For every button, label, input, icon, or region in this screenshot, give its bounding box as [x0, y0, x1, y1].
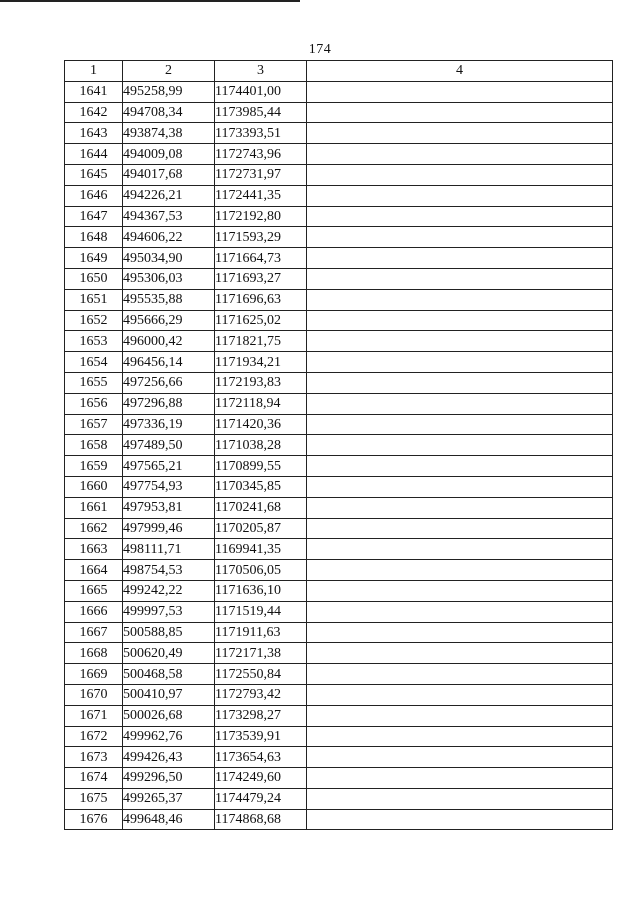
x-coordinate-cell: 498754,53 — [123, 560, 215, 581]
notes-cell — [307, 539, 613, 560]
x-coordinate-cell: 499265,37 — [123, 788, 215, 809]
notes-cell — [307, 144, 613, 165]
notes-cell — [307, 684, 613, 705]
point-number-cell: 1657 — [65, 414, 123, 435]
point-number-cell: 1642 — [65, 102, 123, 123]
point-number-cell: 1651 — [65, 289, 123, 310]
table-body — [65, 81, 613, 830]
notes-cell — [307, 643, 613, 664]
x-coordinate-cell: 499962,76 — [123, 726, 215, 747]
notes-cell — [307, 393, 613, 414]
table-row — [65, 144, 613, 165]
table-row — [65, 164, 613, 185]
point-number-cell: 1668 — [65, 643, 123, 664]
point-number-cell: 1670 — [65, 684, 123, 705]
point-number-cell: 1656 — [65, 393, 123, 414]
column-header-3: 3 — [215, 61, 307, 82]
table-row — [65, 601, 613, 622]
header-rule — [0, 0, 300, 2]
notes-cell — [307, 185, 613, 206]
y-coordinate-cell: 1173985,44 — [215, 102, 307, 123]
point-number-cell: 1663 — [65, 539, 123, 560]
x-coordinate-cell: 499648,46 — [123, 809, 215, 830]
column-header-2: 2 — [123, 61, 215, 82]
y-coordinate-cell: 1172793,42 — [215, 684, 307, 705]
point-number-cell: 1648 — [65, 227, 123, 248]
coordinates-table — [64, 60, 613, 830]
x-coordinate-cell: 499997,53 — [123, 601, 215, 622]
y-coordinate-cell: 1171911,63 — [215, 622, 307, 643]
column-header-1: 1 — [65, 61, 123, 82]
table-row — [65, 809, 613, 830]
table-row — [65, 705, 613, 726]
point-number-cell: 1643 — [65, 123, 123, 144]
x-coordinate-cell: 499242,22 — [123, 580, 215, 601]
point-number-cell: 1669 — [65, 664, 123, 685]
y-coordinate-cell: 1170899,55 — [215, 456, 307, 477]
x-coordinate-cell: 500410,97 — [123, 684, 215, 705]
x-coordinate-cell: 495258,99 — [123, 81, 215, 102]
x-coordinate-cell: 500468,58 — [123, 664, 215, 685]
table-row — [65, 414, 613, 435]
x-coordinate-cell: 494226,21 — [123, 185, 215, 206]
point-number-cell: 1671 — [65, 705, 123, 726]
y-coordinate-cell: 1172171,38 — [215, 643, 307, 664]
notes-cell — [307, 414, 613, 435]
table-row — [65, 352, 613, 373]
x-coordinate-cell: 498111,71 — [123, 539, 215, 560]
y-coordinate-cell: 1172743,96 — [215, 144, 307, 165]
point-number-cell: 1675 — [65, 788, 123, 809]
table-row — [65, 393, 613, 414]
notes-cell — [307, 580, 613, 601]
notes-cell — [307, 456, 613, 477]
y-coordinate-cell: 1172441,35 — [215, 185, 307, 206]
table-row — [65, 580, 613, 601]
y-coordinate-cell: 1170241,68 — [215, 497, 307, 518]
table-header-row — [65, 61, 613, 82]
point-number-cell: 1658 — [65, 435, 123, 456]
y-coordinate-cell: 1171593,29 — [215, 227, 307, 248]
y-coordinate-cell: 1169941,35 — [215, 539, 307, 560]
table-row — [65, 476, 613, 497]
y-coordinate-cell: 1172193,83 — [215, 372, 307, 393]
point-number-cell: 1667 — [65, 622, 123, 643]
table-row — [65, 684, 613, 705]
table-row — [65, 456, 613, 477]
x-coordinate-cell: 497256,66 — [123, 372, 215, 393]
y-coordinate-cell: 1171693,27 — [215, 268, 307, 289]
table-row — [65, 518, 613, 539]
y-coordinate-cell: 1171519,44 — [215, 601, 307, 622]
notes-cell — [307, 664, 613, 685]
table-row — [65, 102, 613, 123]
y-coordinate-cell: 1171038,28 — [215, 435, 307, 456]
x-coordinate-cell: 494367,53 — [123, 206, 215, 227]
point-number-cell: 1652 — [65, 310, 123, 331]
y-coordinate-cell: 1174479,24 — [215, 788, 307, 809]
y-coordinate-cell: 1172550,84 — [215, 664, 307, 685]
y-coordinate-cell: 1170506,05 — [215, 560, 307, 581]
y-coordinate-cell: 1171664,73 — [215, 248, 307, 269]
notes-cell — [307, 476, 613, 497]
x-coordinate-cell: 500026,68 — [123, 705, 215, 726]
x-coordinate-cell: 493874,38 — [123, 123, 215, 144]
notes-cell — [307, 518, 613, 539]
x-coordinate-cell: 497754,93 — [123, 476, 215, 497]
x-coordinate-cell: 494606,22 — [123, 227, 215, 248]
notes-cell — [307, 102, 613, 123]
x-coordinate-cell: 497565,21 — [123, 456, 215, 477]
notes-cell — [307, 788, 613, 809]
table-row — [65, 331, 613, 352]
table-row — [65, 81, 613, 102]
table-row — [65, 539, 613, 560]
x-coordinate-cell: 495034,90 — [123, 248, 215, 269]
x-coordinate-cell: 499426,43 — [123, 747, 215, 768]
table-row — [65, 560, 613, 581]
y-coordinate-cell: 1172118,94 — [215, 393, 307, 414]
notes-cell — [307, 123, 613, 144]
x-coordinate-cell: 497489,50 — [123, 435, 215, 456]
point-number-cell: 1649 — [65, 248, 123, 269]
x-coordinate-cell: 496000,42 — [123, 331, 215, 352]
y-coordinate-cell: 1173393,51 — [215, 123, 307, 144]
notes-cell — [307, 560, 613, 581]
y-coordinate-cell: 1171934,21 — [215, 352, 307, 373]
notes-cell — [307, 601, 613, 622]
notes-cell — [307, 331, 613, 352]
point-number-cell: 1660 — [65, 476, 123, 497]
table-row — [65, 123, 613, 144]
notes-cell — [307, 310, 613, 331]
table-row — [65, 206, 613, 227]
x-coordinate-cell: 500620,49 — [123, 643, 215, 664]
y-coordinate-cell: 1171821,75 — [215, 331, 307, 352]
point-number-cell: 1641 — [65, 81, 123, 102]
notes-cell — [307, 352, 613, 373]
point-number-cell: 1666 — [65, 601, 123, 622]
notes-cell — [307, 726, 613, 747]
page-number: 174 — [308, 42, 332, 57]
notes-cell — [307, 497, 613, 518]
y-coordinate-cell: 1172192,80 — [215, 206, 307, 227]
point-number-cell: 1659 — [65, 456, 123, 477]
point-number-cell: 1646 — [65, 185, 123, 206]
x-coordinate-cell: 494009,08 — [123, 144, 215, 165]
table-row — [65, 664, 613, 685]
y-coordinate-cell: 1171625,02 — [215, 310, 307, 331]
y-coordinate-cell: 1170205,87 — [215, 518, 307, 539]
point-number-cell: 1676 — [65, 809, 123, 830]
x-coordinate-cell: 494708,34 — [123, 102, 215, 123]
notes-cell — [307, 622, 613, 643]
point-number-cell: 1644 — [65, 144, 123, 165]
point-number-cell: 1647 — [65, 206, 123, 227]
y-coordinate-cell: 1172731,97 — [215, 164, 307, 185]
point-number-cell: 1645 — [65, 164, 123, 185]
y-coordinate-cell: 1174868,68 — [215, 809, 307, 830]
point-number-cell: 1655 — [65, 372, 123, 393]
x-coordinate-cell: 497336,19 — [123, 414, 215, 435]
point-number-cell: 1673 — [65, 747, 123, 768]
point-number-cell: 1664 — [65, 560, 123, 581]
notes-cell — [307, 435, 613, 456]
x-coordinate-cell: 500588,85 — [123, 622, 215, 643]
point-number-cell: 1672 — [65, 726, 123, 747]
x-coordinate-cell: 495306,03 — [123, 268, 215, 289]
table-row — [65, 289, 613, 310]
point-number-cell: 1653 — [65, 331, 123, 352]
point-number-cell: 1661 — [65, 497, 123, 518]
x-coordinate-cell: 495666,29 — [123, 310, 215, 331]
table-row — [65, 643, 613, 664]
y-coordinate-cell: 1174401,00 — [215, 81, 307, 102]
y-coordinate-cell: 1171420,36 — [215, 414, 307, 435]
notes-cell — [307, 289, 613, 310]
notes-cell — [307, 268, 613, 289]
table-row — [65, 497, 613, 518]
table-row — [65, 726, 613, 747]
y-coordinate-cell: 1173654,63 — [215, 747, 307, 768]
notes-cell — [307, 705, 613, 726]
notes-cell — [307, 248, 613, 269]
y-coordinate-cell: 1173298,27 — [215, 705, 307, 726]
x-coordinate-cell: 495535,88 — [123, 289, 215, 310]
table-row — [65, 788, 613, 809]
notes-cell — [307, 81, 613, 102]
x-coordinate-cell: 497953,81 — [123, 497, 215, 518]
table-row — [65, 248, 613, 269]
table-row — [65, 185, 613, 206]
notes-cell — [307, 206, 613, 227]
y-coordinate-cell: 1174249,60 — [215, 768, 307, 789]
y-coordinate-cell: 1170345,85 — [215, 476, 307, 497]
point-number-cell: 1654 — [65, 352, 123, 373]
column-header-4: 4 — [307, 61, 613, 82]
point-number-cell: 1665 — [65, 580, 123, 601]
notes-cell — [307, 768, 613, 789]
x-coordinate-cell: 494017,68 — [123, 164, 215, 185]
table-header — [65, 61, 613, 82]
table-row — [65, 268, 613, 289]
table-row — [65, 310, 613, 331]
notes-cell — [307, 164, 613, 185]
x-coordinate-cell: 497999,46 — [123, 518, 215, 539]
table-row — [65, 622, 613, 643]
point-number-cell: 1662 — [65, 518, 123, 539]
table-row — [65, 372, 613, 393]
notes-cell — [307, 747, 613, 768]
x-coordinate-cell: 499296,50 — [123, 768, 215, 789]
table-row — [65, 227, 613, 248]
notes-cell — [307, 227, 613, 248]
y-coordinate-cell: 1173539,91 — [215, 726, 307, 747]
x-coordinate-cell: 496456,14 — [123, 352, 215, 373]
y-coordinate-cell: 1171636,10 — [215, 580, 307, 601]
table-row — [65, 768, 613, 789]
x-coordinate-cell: 497296,88 — [123, 393, 215, 414]
point-number-cell: 1674 — [65, 768, 123, 789]
notes-cell — [307, 372, 613, 393]
table-row — [65, 747, 613, 768]
notes-cell — [307, 809, 613, 830]
point-number-cell: 1650 — [65, 268, 123, 289]
table-row — [65, 435, 613, 456]
y-coordinate-cell: 1171696,63 — [215, 289, 307, 310]
